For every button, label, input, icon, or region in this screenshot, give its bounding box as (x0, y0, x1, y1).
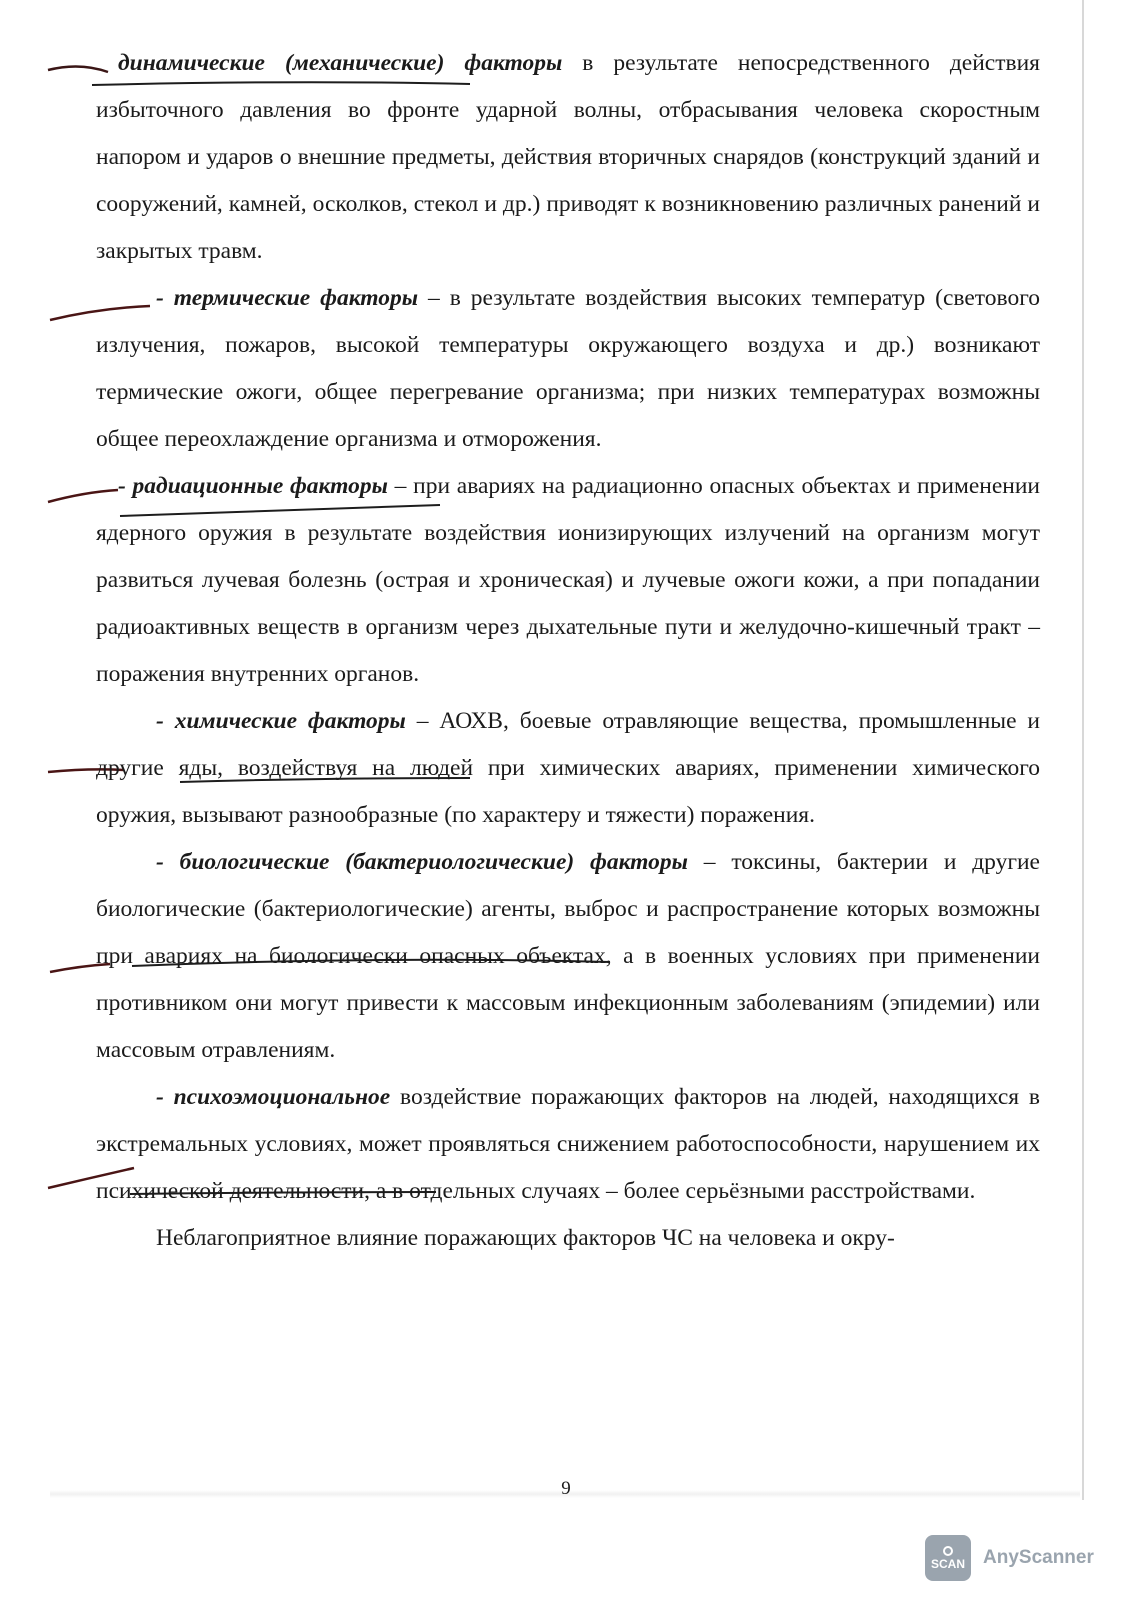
paragraph-thermal (96, 275, 1040, 463)
scan-icon (925, 1535, 971, 1581)
paragraph-text: – АОХВ, боевые отравляющие вещества, промышленные и другие яды, воздействуя на людей при химических авариях, применении химического оружия, вызывают разнообразные (по характеру и тяжести) поражения. (96, 708, 1041, 828)
term: - термические факторы (156, 285, 419, 311)
paragraph-biological (96, 839, 1040, 1074)
paragraph-chemical (96, 698, 1040, 839)
paragraph-radiation (96, 463, 1040, 698)
paragraph-text: Неблагоприятное влияние поражающих факторов ЧС на человека и окру- (156, 1225, 895, 1251)
term: - химические факторы (156, 708, 406, 734)
paragraph-text: в результате непосредственного действия избыточного давления во фронте ударной волны, отбрасывания человека скоростным напором и ударов о внешние предметы, действия вторичных снарядов (конструкций зданий и сооружений, камней, осколков, стекол и др.) приводят к возникновению различных ранений и закрытых травм. (96, 50, 1040, 264)
scan-icon-label: SCAN (930, 1556, 965, 1571)
document-body (96, 40, 1040, 1262)
paragraph-text: – в результате воздействия высоких температур (светового излучения, пожаров, высокой температуры окружающего воздуха и др.) возникают термические ожоги, общее перегревание организма; при низких температурах возможны общее переохлаждение организма и отморожения. (96, 285, 1041, 452)
paragraph-text: – при авариях на радиационно опасных объектах и применении ядерного оружия в результате воздействия ионизирующих излучений на организм могут развиться лучевая болезнь (острая и хроническая) и лучевые ожоги кожи, а при попадании радиоактивных веществ в организм через дыхательные пути и желудочно-кишечный тракт – поражения внутренних органов. (96, 473, 1040, 687)
paragraph-text: – токсины, бактерии и другие биологические (бактериологические) агенты, выброс и распространение которых возможны при авариях на биологически опасных объектах, а в военных условиях при применении противником они могут привести к массовым инфекционным заболеваниям (эпидемии) или массовым отравлениям. (96, 849, 1040, 1063)
paragraph-conclusion (96, 1215, 1040, 1262)
page-edge (1082, 0, 1084, 1500)
paragraph-text: воздействие поражающих факторов на людей, находящихся в экстремальных условиях, может проявляться снижением работоспособности, нарушением их психической деятельности, а в отдельных случаях – более серьёзными расстройствами. (96, 1084, 1041, 1204)
page-number: 9 (561, 1478, 571, 1499)
term: - психоэмоциональное (156, 1084, 391, 1110)
scanner-watermark (925, 1535, 1094, 1581)
paragraph-psycho (96, 1074, 1040, 1215)
paragraph-dynamic (96, 40, 1040, 275)
term: динамические (механические) факторы (118, 50, 563, 76)
term: - биологические (бактериологические) факторы (156, 849, 688, 875)
scanner-brand: AnyScanner (983, 1547, 1094, 1568)
scan-icon-dot (943, 1546, 953, 1556)
term: - радиационные факторы (118, 473, 388, 499)
